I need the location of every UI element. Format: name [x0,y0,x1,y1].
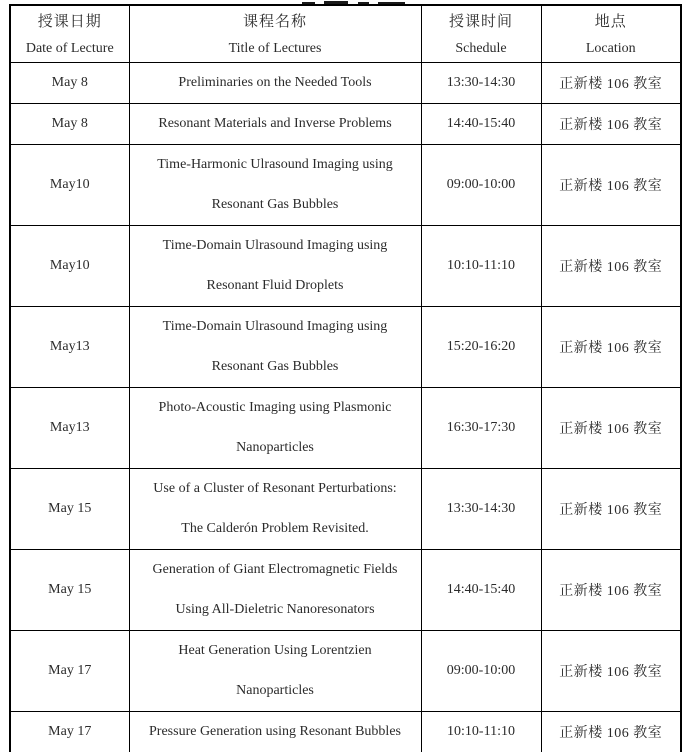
table-row [10,144,681,225]
cell-lecture-schedule: 13:30-14:30 [421,468,541,549]
cell-lecture-schedule: 10:10-11:10 [421,225,541,306]
table-row [10,306,681,387]
header-location [541,5,681,62]
table-row [10,630,681,711]
lecture-title-line: Heat Generation Using Lorentzien [178,642,372,658]
lecture-title-line: Resonant Gas Bubbles [211,358,339,374]
lecture-title-line: Time-Harmonic Ulrasound Imaging using [157,156,393,172]
lecture-title-line: Using All-Dieletric Nanoresonators [175,601,375,617]
header-location-zh: 地点 [594,13,627,30]
cell-lecture-location: 正新楼 106 教室 [541,225,681,306]
cell-lecture-location: 正新楼 106 教室 [541,144,681,225]
table-row [10,468,681,549]
lecture-title-line: Photo-Acoustic Imaging using Plasmonic [158,399,392,415]
lecture-title-line: Preliminaries on the Needed Tools [178,74,372,90]
cell-lecture-location: 正新楼 106 教室 [541,549,681,630]
cell-lecture-date: May 17 [10,630,129,711]
cell-lecture-location: 正新楼 106 教室 [541,711,681,752]
header-date-en: Date of Lecture [25,40,114,56]
header-title-zh: 课程名称 [242,13,307,30]
cell-lecture-title [129,387,421,468]
header-date-zh: 授课日期 [37,13,102,30]
cell-lecture-title [129,62,421,103]
table-row [10,103,681,144]
cell-lecture-schedule: 14:40-15:40 [421,549,541,630]
cell-lecture-schedule: 09:00-10:00 [421,630,541,711]
lecture-title-line: Resonant Gas Bubbles [211,196,339,212]
cell-lecture-location: 正新楼 106 教室 [541,387,681,468]
cell-lecture-date: May 15 [10,549,129,630]
table-row [10,62,681,103]
table-row [10,549,681,630]
cell-lecture-title [129,306,421,387]
cell-lecture-date: May10 [10,144,129,225]
lecture-title-line: Resonant Materials and Inverse Problems [158,115,392,131]
cell-lecture-date: May 17 [10,711,129,752]
cell-lecture-schedule: 15:20-16:20 [421,306,541,387]
cell-lecture-date: May13 [10,306,129,387]
lecture-title-line: Generation of Giant Electromagnetic Fields [152,561,398,577]
cell-lecture-schedule: 09:00-10:00 [421,144,541,225]
lecture-title-line: Nanoparticles [236,682,314,698]
cell-lecture-date: May 8 [10,103,129,144]
cell-lecture-title [129,711,421,752]
cell-lecture-title [129,103,421,144]
header-schedule-en: Schedule [455,40,507,56]
lecture-title-line: Nanoparticles [236,439,314,455]
header-location-en: Location [585,40,636,56]
lecture-schedule-table [9,4,682,752]
cell-lecture-title [129,630,421,711]
cell-lecture-date: May 15 [10,468,129,549]
lecture-rows [10,62,681,752]
lecture-title-line: The Calderón Problem Revisited. [181,520,369,536]
header-row [10,5,681,62]
cell-lecture-title [129,468,421,549]
cell-lecture-date: May13 [10,387,129,468]
table-row [10,711,681,752]
header-schedule-zh: 授课时间 [448,13,513,30]
cell-lecture-location: 正新楼 106 教室 [541,62,681,103]
cell-lecture-title [129,225,421,306]
cell-lecture-date: May 8 [10,62,129,103]
cell-lecture-location: 正新楼 106 教室 [541,306,681,387]
lecture-title-line: Resonant Fluid Droplets [206,277,344,293]
cell-lecture-schedule: 16:30-17:30 [421,387,541,468]
cell-lecture-title [129,549,421,630]
lecture-title-line: Use of a Cluster of Resonant Perturbations: [153,480,397,496]
cell-lecture-schedule: 13:30-14:30 [421,62,541,103]
cell-lecture-location: 正新楼 106 教室 [541,468,681,549]
header-title-en: Title of Lectures [228,40,322,56]
header-schedule [421,5,541,62]
cell-lecture-location: 正新楼 106 教室 [541,103,681,144]
lecture-title-line: Pressure Generation using Resonant Bubbles [149,723,401,739]
cell-lecture-schedule: 10:10-11:10 [421,711,541,752]
lecture-title-line: Time-Domain Ulrasound Imaging using [162,318,388,334]
lecture-title-line: Time-Domain Ulrasound Imaging using [162,237,388,253]
table-row [10,225,681,306]
header-date [10,5,129,62]
header-title [129,5,421,62]
table-row [10,387,681,468]
cell-lecture-schedule: 14:40-15:40 [421,103,541,144]
table-header [10,5,681,62]
cell-lecture-date: May10 [10,225,129,306]
cell-lecture-title [129,144,421,225]
cell-lecture-location: 正新楼 106 教室 [541,630,681,711]
